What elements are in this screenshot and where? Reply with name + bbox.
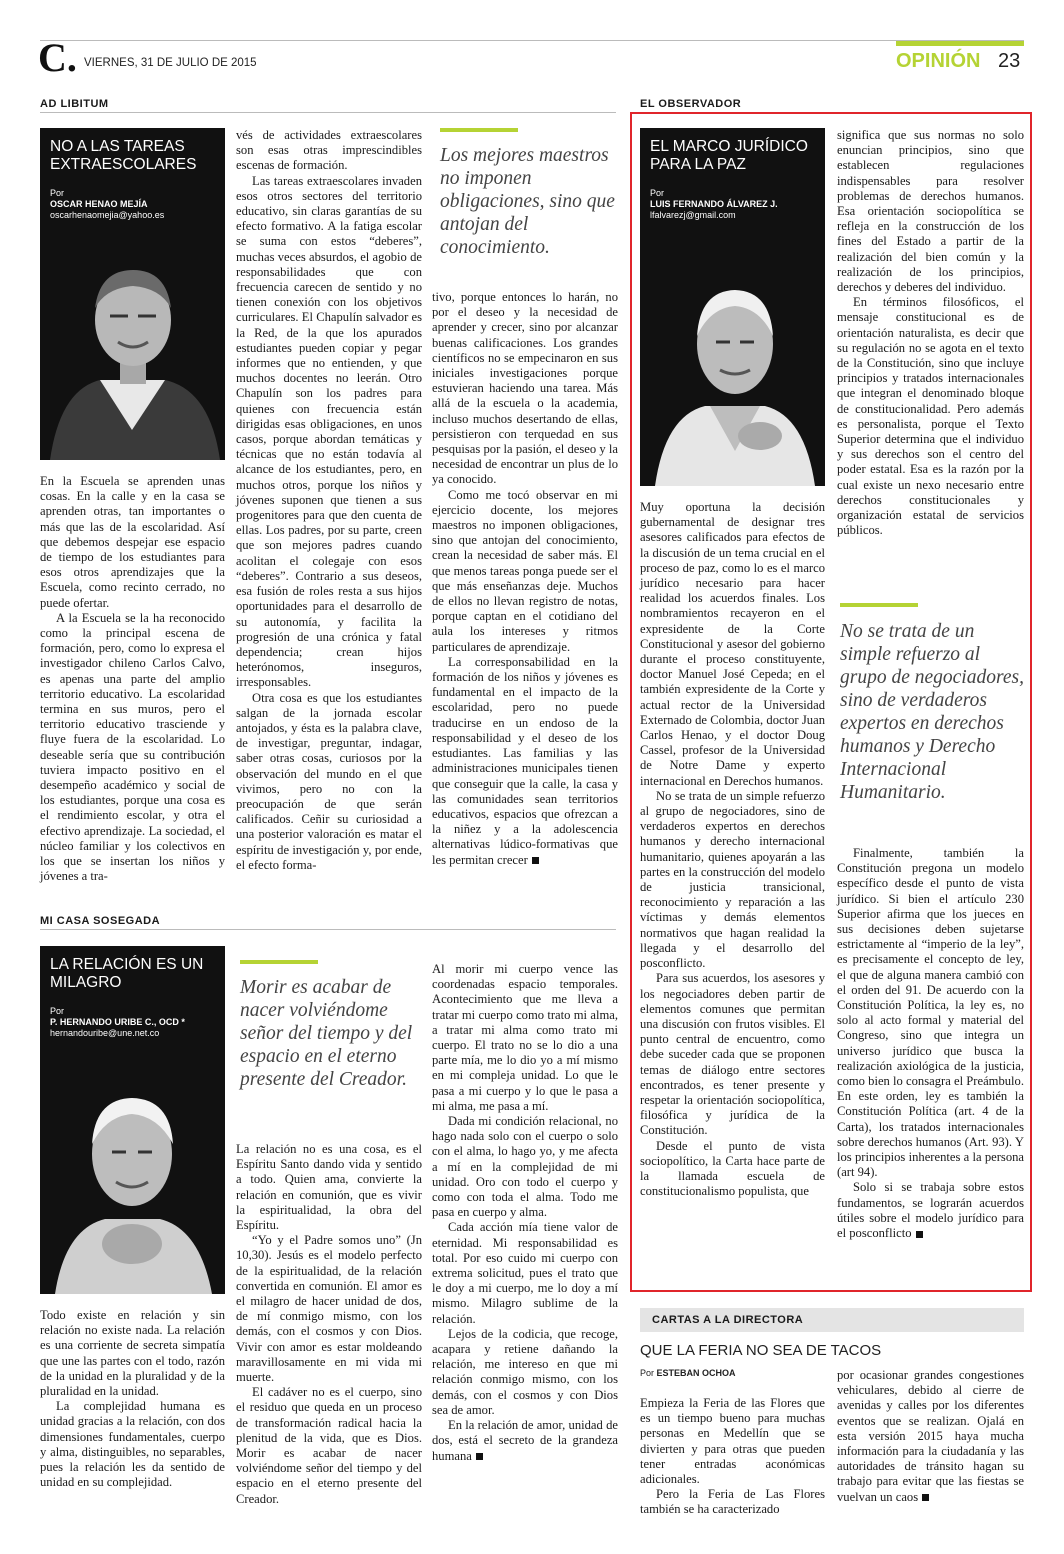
quote-accent-bar	[440, 128, 518, 132]
paragraph: Dada mi condición relacional, no hago nada solo con el cuerpo o solo con el alma, lo hago yo, y me afecta a mí en la complejidad de mi unidad. Oro con todo el cuerpo y como con toda el alma. Todo me pasa en cuerpo y alma.	[432, 1114, 618, 1220]
paragraph: Todo existe en relación y sin relación no existe nada. La relación es una corriente de secreta simpatía que une las partes con el todo, razón de la unidad en la pluralidad y de la pluralidad en la unidad.	[40, 1308, 225, 1399]
end-mark-icon	[922, 1494, 929, 1501]
paragraph-text: La corresponsabilidad en la formación de los niños y jóvenes es fundamental en el impacto de la escolaridad, pero no puede traducirse en un endoso de la responsabilidad y el deseo de los estudiantes. Las familias y las administraciones municipales tienen que conseguir que la calle, la casa y las comunidades sean territorios educativos, espacios que ofrezcan a la niñez y a la adolescencia alternativas lúdico-formativas que les permitan crecer	[432, 654, 618, 867]
logo: C.	[38, 35, 77, 80]
paragraph: La relación no es una cosa, es el Espíritu Santo dando vida y sentido a todo. Quien ama, convierte la relación en comunión, que es vivir la espiritualidad, la obra del Espíritu.	[236, 1142, 422, 1233]
paragraph: Las tareas extraescolares invaden esos otros sectores del territorio educativo, sin claras garantías de su efecto formativo. A la fatiga escolar se suma con estos “deberes”, muchas veces absurdos, el agobio de responsabilidades que con frecuencia carecen de sentido y no tienen conexión con los objetivos curriculares. El Chapulín salvador es la Red, de la que los apurados estudiantes pueden copiar y pegar informes que no entienden, y que muchos docentes no leerán. Otro Chapulín son los padres para quienes con frecuencia están dirigidas esas obligaciones, en unos casos, porque abordan temáticas y técnicas que no están todavía al alcance de los estudiantes, pero, en muchos otros, porque los niños y jóvenes suponen que tienen a sus progenitores para que den cuenta de ellas. Los padres, por su parte, creen que son mejores padres cuando acolitan el colegaje con esos “deberes”. Contrario a sus deseos, esa fusión de roles resta a sus hijos oportunidades para el desarrollo de su autonomía, y facilita la progresión de una crónica y fatal dependencia; crean hijos heterónomos, inseguros, irresponsables.	[236, 173, 422, 690]
pull-quote: Los mejores maestros no imponen obligaciones, sino que antojan del conocimiento.	[440, 145, 615, 258]
paragraph: Finalmente, también la Constitución pregona un modelo específico desde el punto de vista jurídico. Si bien el artículo 230 Superior afirma que los jueces en sus decisiones deben sujetarse estrictamente al “imperio de la ley”, es precisamente el concepto de ley, el que de alguna manera cambió con el orden del 91. De acuerdo con la Constitución Política, la ley es, no solo al acto formal y material del Congreso, sino que integra un universo jurídico que busca la realización axiológica de la justicia, como bien lo consagra el Preámbulo. En este orden, ley es también la Constitución Política (art. 4 de la Carta), los tratados internacionales sobre derechos humanos (Art. 93). Y los principios inherentes a la persona (art 94).	[837, 846, 1024, 1180]
paragraph: Cada acción mía tiene valor de eternidad. Mi responsabilidad es total. Por eso cuido mi cuerpo con extrema solicitud, pues el trato que le doy a mi cuerpo, me lo doy a mí mismo. Milagro sublime de la relación.	[432, 1220, 618, 1326]
end-mark-icon	[916, 1231, 923, 1238]
quote-accent-bar	[240, 960, 318, 964]
author-email: hernandouribe@une.net.co	[50, 1028, 160, 1038]
paragraph: Como me tocó observar en mi ejercicio docente, los mejores maestros no imponen obligaciones, sino que antojan del conocimiento, crean la necesidad de saber más. El que menos tareas ponga puede ser el que más enseñanzas deje. Muchos de ellos no llevan registro de notas, porque captan en el cotidiano del aula los intereses y ritmos particulares de aprendizaje.	[432, 487, 618, 654]
article-column-2-top	[837, 128, 1024, 538]
section-label-mi-casa: MI CASA SOSEGADA	[40, 915, 161, 927]
author-photo	[640, 236, 825, 486]
article-column-2	[236, 128, 422, 873]
letter-byline	[640, 1368, 736, 1378]
article-column-3	[432, 290, 618, 868]
article-column-1	[40, 1308, 225, 1490]
paragraph-text: En la relación de amor, unidad de dos, está el secreto de la grandeza humana	[432, 1418, 618, 1463]
letter-title: QUE LA FERIA NO SEA DE TACOS	[640, 1342, 882, 1359]
article-column-1	[40, 474, 225, 884]
paragraph-text: Solo si se trabaja sobre estos fundamentos, se lograrán acuerdos útiles sobre el modelo jurídico para el posconflicto	[837, 1180, 1024, 1241]
letter-column-2	[837, 1368, 1024, 1505]
section-accent-bar	[896, 41, 1024, 46]
article-column-2	[236, 1142, 422, 1507]
paragraph: El cadáver no es el cuerpo, sino el residuo que queda en un proceso de transformación radical hacia la plenitud de la vida, que es Dios. Morir es acabar de nacer volviéndome señor del tiempo y del espacio en el eterno presente del Creador.	[236, 1385, 422, 1506]
section-rule	[40, 112, 616, 113]
paragraph	[432, 1418, 618, 1464]
paragraph-text: por ocasionar grandes congestiones vehiculares, debido al cierre de avenidas y calles por los diferentes eventos que se realizan. Ojalá en esta versión 2015 haya mucha información para la ciudadanía y las autoridades de tránsito hagan su trabajo para evitar que las fiestas se vuelvan un caos	[837, 1368, 1024, 1504]
letter-column-1	[640, 1396, 825, 1518]
section-label-cartas: CARTAS A LA DIRECTORA	[652, 1314, 804, 1326]
author-box-observador	[640, 128, 825, 486]
article-column-2-bottom	[837, 846, 1024, 1241]
paragraph: Al morir mi cuerpo vence las coordenadas espacio temporales. Acontecimiento que me lleva a tratar mi cuerpo como trato mi alma, a tratar mi alma como trato mi cuerpo. El trato no se lo dio a una parte mía, me lo dio yo a mí mismo en mi compleja unidad. Lo que le pasa a mi cuerpo y lo que le pasa a mi alma, me pasa a mí.	[432, 962, 618, 1113]
pull-quote: No se trata de un simple refuerzo al grupo de negociadores, sino de verdaderos expertos en derechos humanos y Derecho Internacional Humanitario.	[840, 621, 1024, 803]
paragraph: vés de actividades extraescolares son esas otras imprescindibles escenas de formación.	[236, 128, 422, 173]
paragraph: No se trata de un simple refuerzo al grupo de negociadores, sino de verdaderos expertos en derechos humanos y derecho internacional humanitario, quienes apoyarán a las partes en la construcción del modelo de justicia transicional, reconocimiento y reparación a las víctimas y demás elementos normativos que hagan realidad la llegada y el desarrollo del posconflicto.	[640, 788, 825, 971]
paragraph: En términos filosóficos, el mensaje constitucional es de orientación naturalista, es decir que su regulación no se agota en el texto de la Constitución, sino que incluye principios y tratados internacionales que integran el denominado bloque de constitucionalidad. Pero además es personalista, porque el Texto Superior determina que el individuo y sus derechos son el centro del poder estatal. Esa es la razón por la cual existe un nexo necesario entre derechos constitucionales y organización estatal de servicios públicos.	[837, 295, 1024, 538]
paragraph: Pero la Feria de Las Flores también se ha caracterizado	[640, 1487, 825, 1517]
author-email: lfalvarezj@gmail.com	[650, 210, 736, 220]
paragraph: Otra cosa es que los estudiantes salgan de la jornada escolar antojados, y ésta es la palabra clave, de investigar, preguntar, indagar, saber otras cosas, curiosos por la observación del mundo en el que vivimos, pero no con la preocupación de que serán calificados. Ceñir su curiosidad a una posterior valoración es matar el espíritu de investigación y, por ende, el efecto forma-	[236, 690, 422, 872]
header-rule	[40, 40, 1024, 41]
section-name: OPINIÓN	[896, 50, 981, 72]
author-email: oscarhenaomejia@yahoo.es	[50, 210, 165, 220]
paragraph: En la Escuela se aprenden unas cosas. En la calle y en la casa se aprenden otras, tan importantes o más que las de la escolaridad. Así que debemos despejar ese espacio de tiempo de los estudiantes para esos otros aprendizajes que la Escuela, como recinto cerrado, no puede ofertar.	[40, 474, 225, 610]
paragraph: Desde el punto de vista sociopolítico, la Carta hace parte de la llamada escuela de constitucionalismo populista, que	[640, 1138, 825, 1199]
paragraph	[837, 1180, 1024, 1241]
page-number: 23	[998, 50, 1021, 72]
paragraph: Empieza la Feria de las Flores que es un tiempo bueno para muchas personas en Medellín que se divierten y para otras que pueden tener entradas aconómicas adicionales.	[640, 1396, 825, 1487]
author-box-ad-libitum	[40, 128, 225, 460]
article-title: LA RELACIÓN ES UN MILAGRO	[50, 956, 204, 991]
author-photo	[40, 1054, 225, 1294]
author-photo	[40, 230, 225, 460]
header-date: VIERNES, 31 DE JULIO DE 2015	[84, 57, 257, 69]
section-label-el-observador: EL OBSERVADOR	[640, 98, 742, 110]
paragraph: La complejidad humana es unidad gracias a la relación, con dos dimensiones fundamentales, cuerpo y alma, distinguibles, no separables, pues la relación les da sentido de unidad en su complejidad.	[40, 1399, 225, 1490]
paragraph	[432, 655, 618, 868]
section-label-ad-libitum: AD LIBITUM	[40, 98, 109, 110]
paragraph: “Yo y el Padre somos uno” (Jn 10,30). Jesús es el modelo perfecto de la espiritualidad, de la relación convertida en comunión. El amor es el milagro de hacer unidad de dos, de mí conmigo mismo, con los demás, con el cosmos y con Dios. Vivir con amor es estar moldeando maravillosamente en mi vida mi muerte.	[236, 1233, 422, 1385]
author-box-mi-casa	[40, 946, 225, 1294]
byline-por: Por	[640, 1368, 655, 1378]
article-column-1	[640, 500, 825, 1199]
paragraph: significa que sus normas no solo enuncian principios, sino que establecen regulaciones indispensables para resolver problemas de derechos humanos. Esa orientación sociopolítica se refleja en la construcción de los fines del Estado a partir de la realización del bien común y la realización de los principios, derechos y deberes del individuo.	[837, 128, 1024, 295]
article-column-3	[432, 962, 618, 1464]
paragraph: Para sus acuerdos, los asesores y los negociadores deben partir de elementos comunes que permitan una discusión con frutos visibles. El punto central de encuentro, como debe suceder cada que se proponen temas de diálogo entre sectores encontrados, es tener presente y respetar la orientación sociopolítica, filosófica y jurídica de la Constitución.	[640, 971, 825, 1138]
author-name: P. HERNANDO URIBE C., OCD *	[50, 1017, 185, 1027]
quote-accent-bar	[840, 603, 918, 607]
end-mark-icon	[532, 857, 539, 864]
byline-por: Por	[50, 188, 65, 198]
paragraph: Lejos de la codicia, que recoge, acapara y retiene dañando la relación, me intereso en que mi relación conmigo mismo, con los demás, con el cosmos y con Dios sea de amor.	[432, 1326, 618, 1417]
paragraph: tivo, porque entonces lo harán, no por el deseo y la necesidad de aprender y crecer, sino por alcanzar buenas calificaciones. Los grandes científicos no se empecinaron en sus iniciales investigaciones porque estuvieran haciendo una tarea. Más allá de la escuela o la academia, incluso muchos desertando de ellas, persistieron con terquedad en sus pesquisas por la pasión, el deseo y la necesidad de encontrar un plus de lo ya conocido.	[432, 290, 618, 487]
paragraph: Muy oportuna la decisión gubernamental de designar tres asesores calificados para efectos de la discusión de un tema crucial en el proceso de paz, como lo es el marco jurídico necesario para hacer realidad los acuerdos finales. Los nombramientos recayeron en el expresidente de la Corte Constitucional y asesor del gobierno durante el proceso constituyente, doctor Manuel José Cepeda; en el también expresidente de la Corte y actual rector de la Universidad Externado de Colombia, doctor Juan Carlos Henao, y el doctor Doug Cassel, profesor de la Universidad de Notre Dame y experto internacional en Derechos humanos.	[640, 500, 825, 788]
author-name: ESTEBAN OCHOA	[656, 1368, 736, 1378]
article-title: EL MARCO JURÍDICO PARA LA PAZ	[650, 138, 808, 173]
section-rule	[40, 929, 616, 930]
byline-por: Por	[650, 188, 665, 198]
author-name: OSCAR HENAO MEJÍA	[50, 199, 148, 209]
pull-quote: Morir es acabar de nacer volviéndome señor del tiempo y del espacio en el eterno presente del Creador.	[240, 977, 413, 1090]
end-mark-icon	[476, 1453, 483, 1460]
paragraph: A la Escuela se la ha reconocido como la principal escena de formación, pero, como lo expresa el investigador chileno Carlos Calvo, es apenas una parte del amplio territorio educativo. La escolaridad termina en sus muros, pero el territorio educativo trasciende y fluye fuera de la escolaridad. Lo deseable sería que su contribución tuviera impacto positivo en el desempeño académico y social de los estudiantes, porque una cosa es el rendimiento escolar, y otra el efectivo aprendizaje. La sociedad, el núcleo familiar y los colectivos en los que se insertan los niños y jóvenes a tra-	[40, 610, 225, 884]
article-title: NO A LAS TAREAS EXTRAESCOLARES	[50, 138, 197, 173]
author-name: LUIS FERNANDO ÁLVAREZ J.	[650, 199, 778, 209]
byline-por: Por	[50, 1006, 65, 1016]
